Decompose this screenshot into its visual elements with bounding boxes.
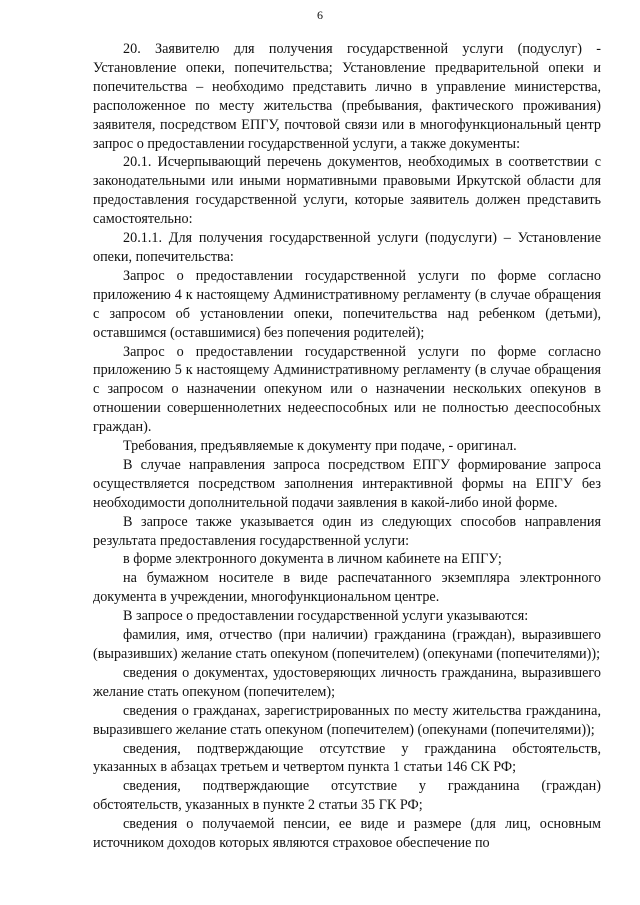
- paragraph: сведения, подтверждающие отсутствие у гражданина обстоятельств, указанных в абзацах третьем и четвертом пункта 1 статьи 146 СК РФ;: [93, 740, 601, 776]
- paragraph: Запрос о предоставлении государственной услуги по форме согласно приложению 4 к настоящему Административному регламенту (в случае обращения с запросом об установлении опеки, попечительства над ребенком (детьми), оставшимся (оставшимися) без попечения родителей);: [93, 267, 601, 341]
- page-number: 6: [317, 8, 323, 22]
- paragraph: Запрос о предоставлении государственной услуги по форме согласно приложению 5 к настоящему Административному регламенту (в случае обращения с запросом о назначении опекуном или о назначении нескольких опекунов в отношении совершеннолетних недееспособных или не полностью дееспособных граждан).: [93, 343, 601, 436]
- paragraph: на бумажном носителе в виде распечатанного экземпляра электронного документа в учреждении, многофункциональном центре.: [93, 570, 601, 606]
- paragraph: в форме электронного документа в личном кабинете на ЕПГУ;: [123, 551, 502, 568]
- paragraph: сведения о документах, удостоверяющих личность гражданина, выразившего желание стать опекуном (попечителем);: [93, 664, 601, 700]
- paragraph: 20. Заявителю для получения государственной услуги (подуслуг) - Установление опеки, попечительства; Установление предварительной опеки и попечительства – необходимо представить лично в управление министерства, расположенное по месту жительства (пребывания, фактического проживания) заявителя, посредством ЕПГУ, почтовой связи или в многофункциональный центр запрос о предоставлении государственной услуги, а также документы:: [93, 41, 601, 152]
- paragraph: Требования, предъявляемые к документу при подаче, - оригинал.: [123, 438, 517, 455]
- paragraph: В случае направления запроса посредством ЕПГУ формирование запроса осуществляется посредством заполнения интерактивной формы на ЕПГУ без необходимости дополнительной подачи заявления в какой-либо иной форме.: [93, 456, 601, 511]
- paragraph: 20.1. Исчерпывающий перечень документов, необходимых в соответствии с законодательными или иными нормативными правовыми Иркутской области для предоставления государственной услуги, которые заявитель должен представить самостоятельно:: [93, 154, 601, 228]
- paragraph: 20.1.1. Для получения государственной услуги (подуслуги) – Установление опеки, попечительства:: [93, 230, 601, 265]
- paragraph: В запросе также указывается один из следующих способов направления результата предоставления государственной услуги:: [93, 513, 601, 549]
- paragraph: В запросе о предоставлении государственной услуги указываются:: [123, 608, 529, 625]
- paragraph: сведения о получаемой пенсии, ее виде и размере (для лиц, основным источником доходов которых являются страховое обеспечение по: [93, 816, 601, 852]
- document-body: [93, 40, 601, 853]
- paragraph: сведения, подтверждающие отсутствие у гражданина (граждан) обстоятельств, указанных в пункте 2 статьи 35 ГК РФ;: [93, 778, 601, 814]
- paragraph: сведения о гражданах, зарегистрированных по месту жительства гражданина, выразившего желание стать опекуном (попечителем) (опекунами (попечителями));: [93, 702, 601, 738]
- paragraph: фамилия, имя, отчество (при наличии) гражданина (граждан), выразившего (выразивших) желание стать опекуном (попечителем) (опекунами (попечителями));: [93, 627, 601, 662]
